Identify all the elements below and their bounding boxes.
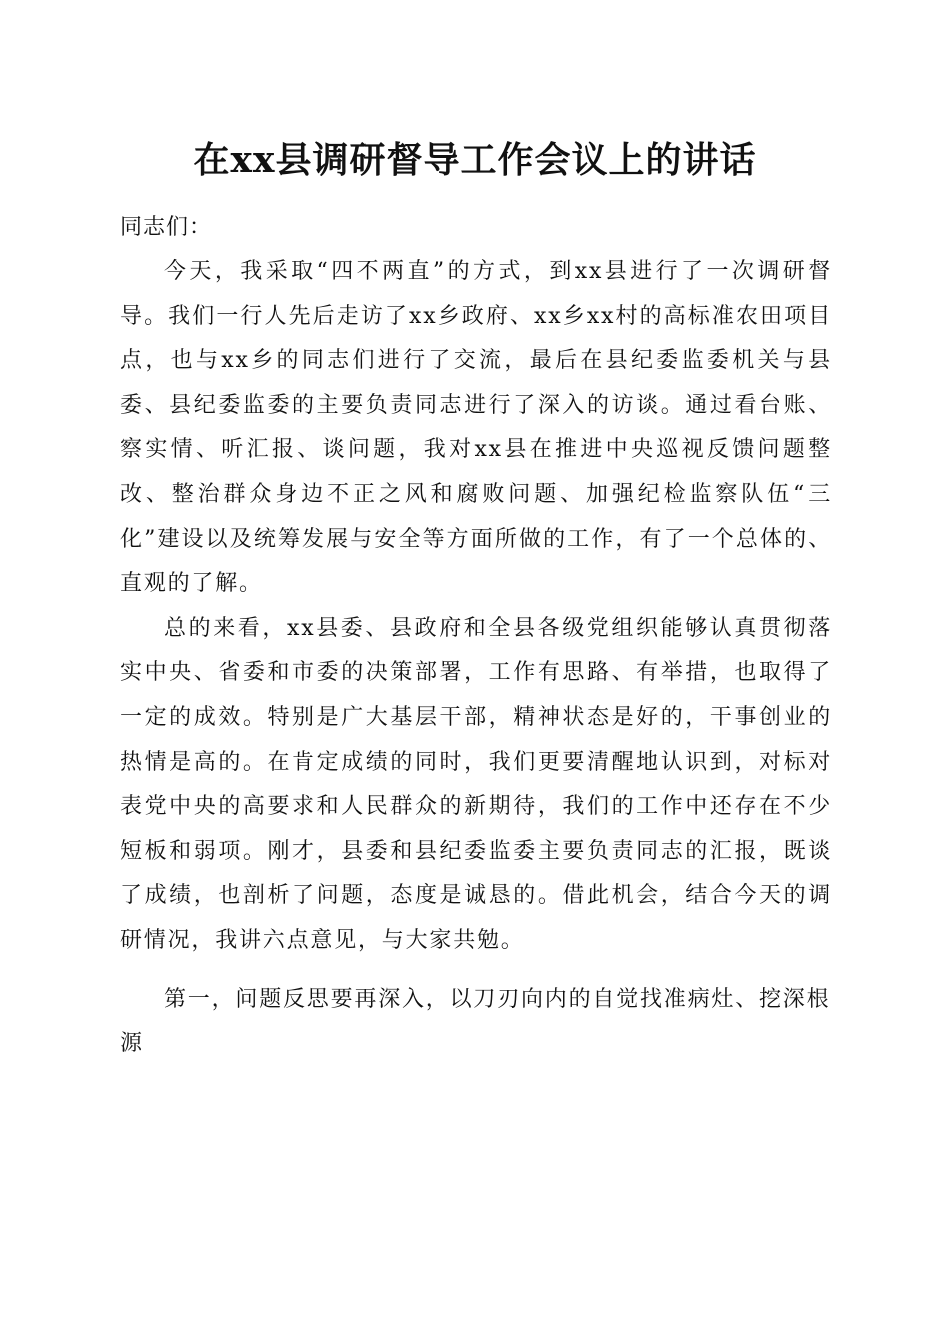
body-paragraph: 总的来看，xx县委、县政府和全县各级党组织能够认真贯彻落实中央、省委和市委的决策部署，工作有思路、有举措，也取得了一定的成效。特别是广大基层干部，精神状态是好的，干事创业的热情是高的。在肯定成绩的同时，我们更要清醒地认识到，对标对表党中央的高要求和人民群众的新期待，我们的工作中还存在不少短板和弱项。刚才，县委和县纪委监委主要负责同志的汇报，既谈了成绩，也剖析了问题，态度是诚恳的。借此机会，结合今天的调研情况，我讲六点意见，与大家共勉。 [120, 615, 832, 953]
body-paragraph: 今天，我采取“四不两直”的方式，到xx县进行了一次调研督导。我们一行人先后走访了xx乡政府、xx乡xx村的高标准农田项目点，也与xx乡的同志们进行了交流，最后在县纪委监委机关与县委、县纪委监委的主要负责同志进行了深入的访谈。通过看台账、察实情、听汇报、谈问题，我对xx县在推进中央巡视反馈问题整改、整治群众身边不正之风和腐败问题、加强纪检监察队伍“三化”建设以及统筹发展与安全等方面所做的工作，有了一个总体的、直观的了解。 [120, 259, 832, 597]
document-body [120, 206, 832, 1067]
document-title: 在xx县调研督导工作会议上的讲话 [193, 139, 757, 181]
section-heading: 第一，问题反思要再深入，以刀刃向内的自觉找准病灶、挖深根源 [120, 986, 831, 1057]
salutation: 同志们： [120, 215, 213, 240]
